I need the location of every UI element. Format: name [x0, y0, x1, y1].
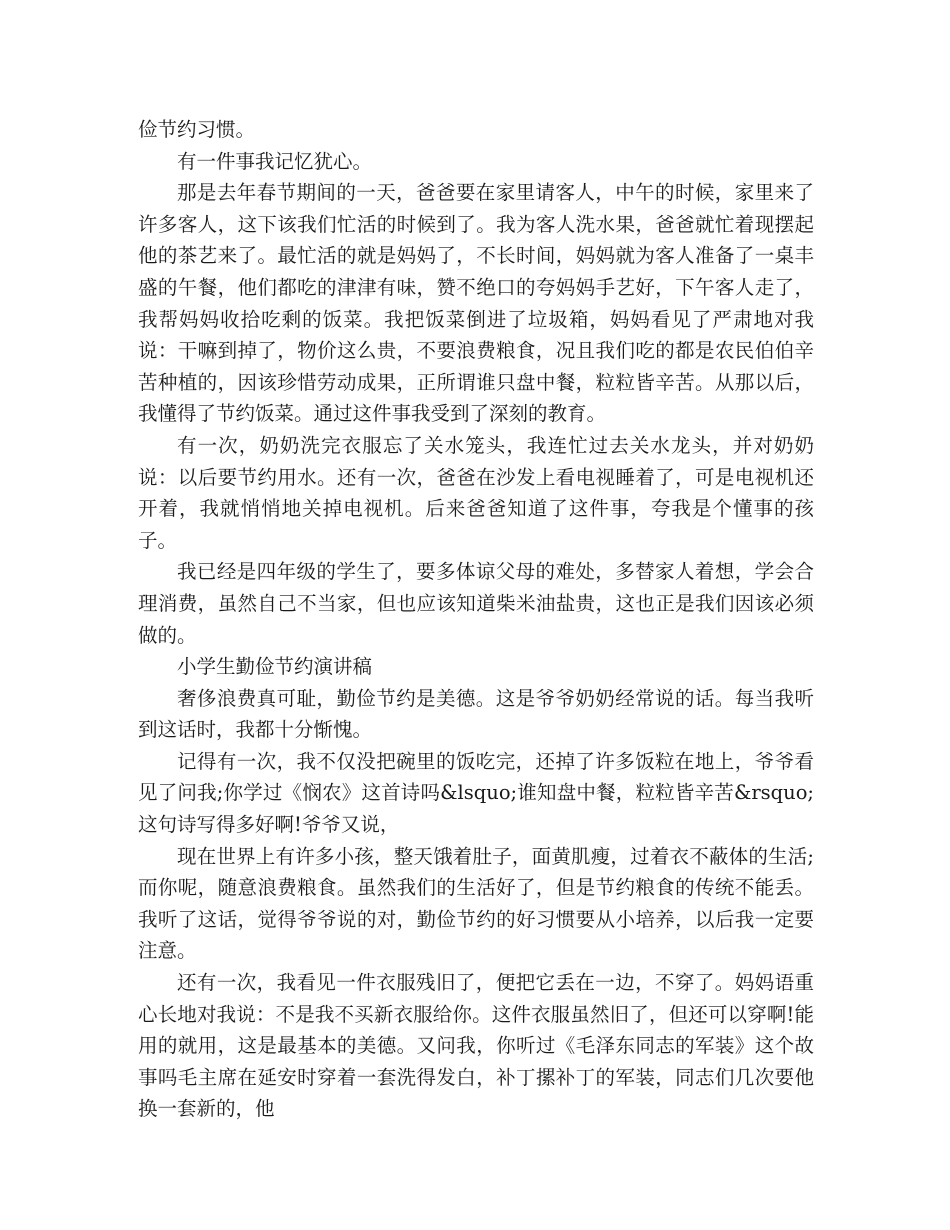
paragraph: 有一件事我记忆犹心。: [177, 149, 373, 173]
paragraph: 还有一次，我看见一件衣服残旧了，便把它丢在一边，不穿了。妈妈语重心长地对我说：不是我不买新衣服给你。这件衣服虽然旧了，但还可以穿啊!能用的就用，这是最基本的美德。又问我，你听过《毛泽东同志的军装》这个故事吗毛主席在延安时穿着一套洗得发白，补丁摞补丁的军装，同志们几次要他换一套新的，他: [138, 971, 814, 1121]
document-body: [138, 114, 814, 1125]
paragraph: 现在世界上有许多小孩，整天饿着肚子，面黄肌瘦，过着衣不蔽体的生活;而你呢，随意浪费粮食。虽然我们的生活好了，但是节约粮食的传统不能丢。我听了这话，觉得爷爷说的对，勤俭节约的好习惯要从小培养，以后我一定要注意。: [138, 844, 814, 963]
paragraph: 有一次，奶奶洗完衣服忘了关水笼头，我连忙过去关水龙头，并对奶奶说：以后要节约用水。还有一次，爸爸在沙发上看电视睡着了，可是电视机还开着，我就悄悄地关掉电视机。后来爸爸知道了这件事，夸我是个懂事的孩子。: [138, 433, 814, 552]
paragraph: 我已经是四年级的学生了，要多体谅父母的难处，多替家人着想，学会合理消费，虽然自己不当家，但也应该知道柴米油盐贵，这也正是我们因该必须做的。: [138, 560, 814, 647]
paragraph: 那是去年春节期间的一天，爸爸要在家里请客人，中午的时候，家里来了许多客人，这下该我们忙活的时候到了。我为客人洗水果，爸爸就忙着现摆起他的茶艺来了。最忙活的就是妈妈了，不长时间，妈妈就为客人准备了一桌丰盛的午餐，他们都吃的津津有味，赞不绝口的夸妈妈手艺好，下午客人走了，我帮妈妈收拾吃剩的饭菜。我把饭菜倒进了垃圾箱，妈妈看见了严肃地对我说：干嘛到掉了，物价这么贵，不要浪费粮食，况且我们吃的都是农民伯伯辛苦种植的，因该珍惜劳动成果，正所谓谁只盘中餐，粒粒皆辛苦。从那以后，我懂得了节约饭菜。通过这件事我受到了深刻的教育。: [138, 181, 814, 426]
section-heading: 小学生勤俭节约演讲稿: [177, 655, 373, 679]
paragraph-continuation: 俭节约习惯。: [138, 118, 256, 141]
paragraph: 奢侈浪费真可耻，勤俭节约是美德。这是爷爷奶奶经常说的话。每当我听到这话时，我都十分惭愧。: [138, 686, 814, 742]
paragraph: 记得有一次，我不仅没把碗里的饭吃完，还掉了许多饭粒在地上，爷爷看见了问我;你学过《悯农》这首诗吗&lsquo;谁知盘中餐，粒粒皆辛苦&rsquo;这句诗写得多好啊!爷爷又说，: [138, 749, 814, 837]
